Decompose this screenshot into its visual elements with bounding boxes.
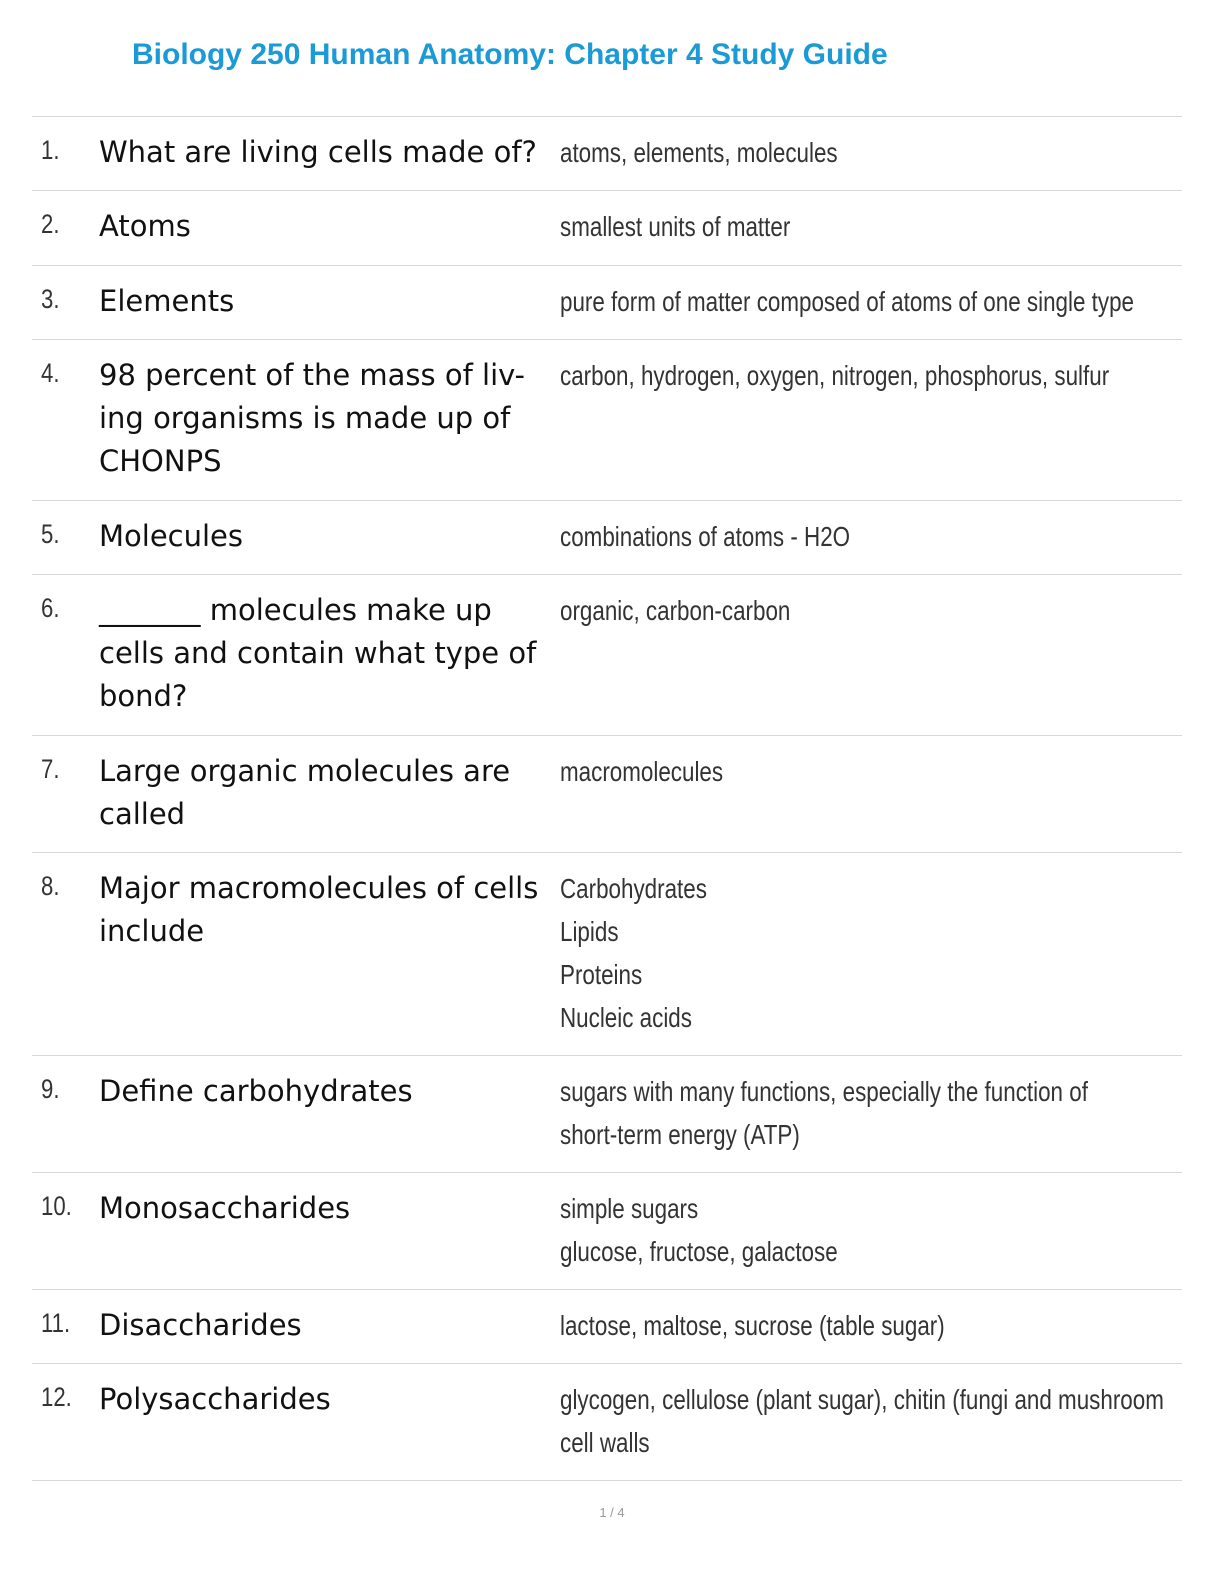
term-text: Polysaccharides — [99, 1382, 331, 1416]
term-text: Atoms — [99, 209, 191, 243]
flashcard-row — [32, 340, 1182, 501]
definition — [560, 515, 1168, 558]
term-text: Define carbohydrates — [99, 1074, 413, 1108]
item-number: 11. — [41, 1308, 71, 1338]
flashcard-list — [32, 116, 1182, 1481]
page-indicator: 1 / 4 — [599, 1505, 625, 1520]
term-text: Molecules — [99, 519, 243, 553]
flashcard-row — [32, 575, 1182, 736]
flashcard-row — [32, 736, 1182, 853]
definition-line: cell walls — [560, 1427, 650, 1458]
term-text: Large organic molecules are called — [99, 754, 511, 831]
definition — [560, 1187, 1168, 1273]
item-number: 2. — [41, 209, 60, 239]
definition-line: macromolecules — [560, 756, 724, 787]
definition-line: short-term energy (ATP) — [560, 1119, 800, 1150]
definition-line: Lipids — [560, 916, 619, 947]
definition-line: Carbohydrates — [560, 873, 707, 904]
item-number: 12. — [41, 1382, 72, 1412]
term-text: Disaccharides — [99, 1308, 302, 1342]
item-number: 3. — [41, 284, 60, 314]
definition-line: organic, carbon-carbon — [560, 595, 791, 626]
item-number: 9. — [41, 1074, 60, 1104]
definition — [560, 867, 1168, 1039]
term-text: Major macromolecules of cells include — [99, 871, 539, 948]
flashcard-row — [32, 1290, 1182, 1364]
definition-line: simple sugars — [560, 1193, 699, 1224]
definition-line: combinations of atoms - H2O — [560, 521, 851, 552]
item-number: 7. — [41, 754, 60, 784]
term-text: 98 percent of the mass of liv- ing organisms is made up of CHONPS — [99, 358, 525, 478]
definition — [560, 589, 1168, 632]
definition-line: lactose, maltose, sucrose (table sugar) — [560, 1310, 945, 1341]
definition — [560, 750, 1168, 793]
item-number: 8. — [41, 871, 60, 901]
definition — [560, 1304, 1168, 1347]
definition-line: smallest units of matter — [560, 211, 791, 242]
page-title: Biology 250 Human Anatomy: Chapter 4 Study Guide — [132, 38, 888, 71]
definition — [560, 205, 1168, 248]
definition-line: glycogen, cellulose (plant sugar), chitin (fungi and mushroom — [560, 1384, 1164, 1415]
definition-line: atoms, elements, molecules — [560, 137, 838, 168]
flashcard-row — [32, 1364, 1182, 1481]
definition — [560, 1070, 1168, 1156]
definition-line: glucose, fructose, galactose — [560, 1236, 838, 1267]
definition-line: Proteins — [560, 959, 643, 990]
term-text: Monosaccharides — [99, 1191, 351, 1225]
item-number: 10. — [41, 1191, 72, 1221]
definition — [560, 280, 1168, 323]
definition-line: sugars with many functions, especially the function of — [560, 1076, 1088, 1107]
definition — [560, 131, 1168, 174]
flashcard-row — [32, 1056, 1182, 1173]
flashcard-row — [32, 1173, 1182, 1290]
flashcard-row — [32, 266, 1182, 340]
definition-line: carbon, hydrogen, oxygen, nitrogen, phosphorus, sulfur — [560, 360, 1110, 391]
flashcard-row — [32, 191, 1182, 266]
term-text: _______ molecules make up cells and contain what type of bond? — [99, 593, 537, 713]
flashcard-row — [32, 853, 1182, 1056]
definition — [560, 354, 1168, 397]
flashcard-row — [32, 501, 1182, 575]
item-number: 6. — [41, 593, 60, 623]
flashcard-row — [32, 117, 1182, 191]
item-number: 5. — [41, 519, 60, 549]
item-number: 1. — [41, 135, 60, 165]
term-text: Elements — [99, 284, 235, 318]
definition — [560, 1378, 1168, 1464]
item-number: 4. — [41, 358, 60, 388]
definition-line: Nucleic acids — [560, 1002, 692, 1033]
term-text: What are living cells made of? — [99, 135, 537, 169]
definition-line: pure form of matter composed of atoms of one single type — [560, 286, 1134, 317]
